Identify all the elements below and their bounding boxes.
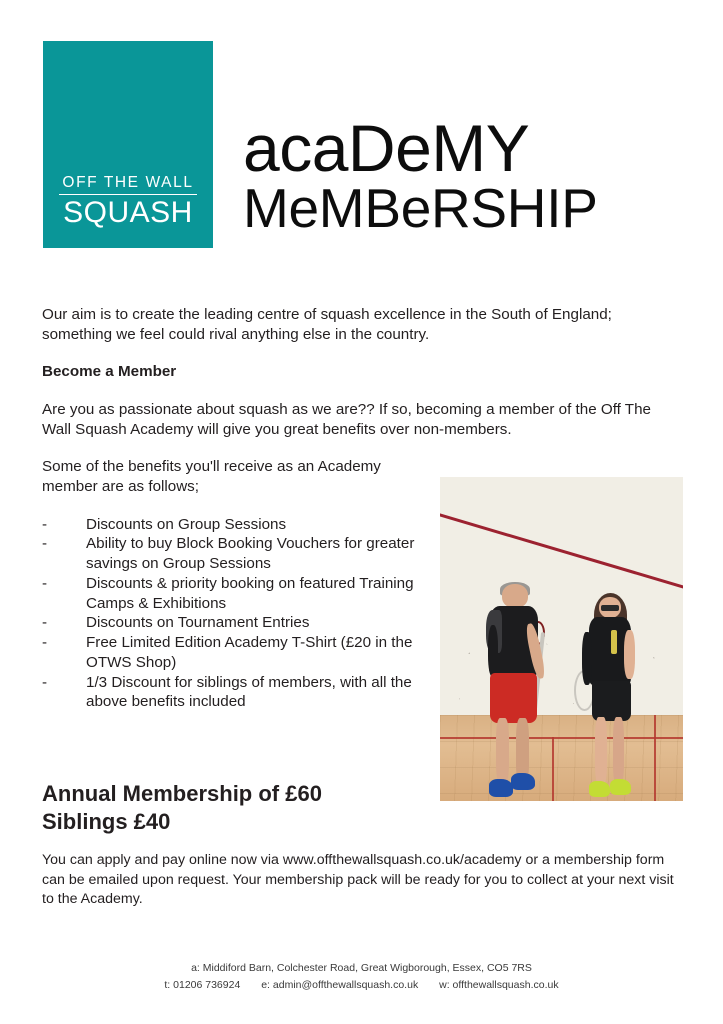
junior-player-figure bbox=[576, 597, 656, 801]
logo-divider-rule bbox=[59, 194, 197, 196]
brand-logo bbox=[43, 41, 213, 248]
footer-address: a: Middiford Barn, Colchester Road, Great Wigborough, Essex, CO5 7RS bbox=[191, 962, 532, 974]
benefit-text: Discounts on Group Sessions bbox=[86, 515, 287, 533]
player-right-leg bbox=[613, 717, 624, 784]
player-ball-tube bbox=[611, 630, 617, 654]
footer-contact-row bbox=[0, 977, 723, 994]
become-a-member-heading: Become a Member bbox=[42, 363, 177, 381]
benefits-list bbox=[42, 515, 442, 713]
logo-line-off-the-wall: OFF THE WALL bbox=[62, 173, 194, 191]
bullet-dash: - bbox=[42, 574, 48, 592]
bullet-dash: - bbox=[42, 634, 48, 652]
coach-left-shoe bbox=[489, 779, 513, 796]
list-item bbox=[42, 673, 442, 713]
page-footer bbox=[0, 960, 723, 994]
benefit-text: Free Limited Edition Academy T-Shirt (£20 in the OTWS Shop) bbox=[86, 634, 413, 671]
player-shorts bbox=[592, 681, 630, 722]
list-item bbox=[42, 613, 442, 633]
benefit-text: 1/3 Discount for siblings of members, with all the above benefits included bbox=[86, 673, 412, 711]
benefits-intro-paragraph: Some of the benefits you'll receive as an Academy member are as follows; bbox=[42, 458, 381, 496]
footer-email: e: admin@offthewallsquash.co.uk bbox=[261, 979, 419, 991]
list-item bbox=[42, 633, 442, 673]
bullet-dash: - bbox=[42, 515, 48, 533]
list-item bbox=[42, 515, 442, 535]
bullet-dash: - bbox=[42, 535, 48, 553]
logo-text-group bbox=[43, 174, 213, 230]
title-membership: MeMBeRSHIP bbox=[243, 176, 598, 239]
player-right-shoe bbox=[610, 779, 631, 795]
coach-left-leg bbox=[496, 718, 509, 783]
bullet-dash: - bbox=[42, 614, 48, 632]
page-title bbox=[243, 111, 598, 239]
bullet-dash: - bbox=[42, 673, 48, 691]
coach-figure bbox=[479, 584, 566, 801]
logo-line-squash: SQUASH bbox=[63, 196, 193, 230]
list-item bbox=[42, 534, 442, 574]
player-left-leg bbox=[595, 717, 606, 784]
list-item bbox=[42, 574, 442, 614]
pricing-block bbox=[42, 780, 322, 836]
benefit-text: Ability to buy Block Booking Vouchers for greater savings on Group Sessions bbox=[86, 535, 415, 573]
page-header bbox=[0, 0, 723, 270]
title-academy: acaDeMY bbox=[243, 111, 530, 185]
siblings-price: Siblings £40 bbox=[42, 809, 171, 835]
player-right-arm bbox=[624, 630, 634, 679]
coach-shorts bbox=[490, 673, 537, 723]
closing-paragraph: You can apply and pay online now via www.offthewallsquash.co.uk/academy or a membership form can be emailed upon request. Your membership pack will be ready for you to collect at your next visit to the Academy. bbox=[42, 852, 674, 908]
benefit-text: Discounts & priority booking on featured Training Camps & Exhibitions bbox=[86, 574, 414, 612]
coach-right-shoe bbox=[511, 773, 535, 790]
player-left-arm bbox=[582, 632, 592, 685]
intro-paragraph: Our aim is to create the leading centre of squash excellence in the South of England; something we feel could rival anything else in the country. bbox=[42, 306, 612, 344]
coach-left-arm bbox=[488, 625, 498, 677]
benefit-text: Discounts on Tournament Entries bbox=[86, 614, 310, 632]
passion-paragraph: Are you as passionate about squash as we are?? If so, becoming a member of the Off The Wall Squash Academy will give you great benefits over non-members. bbox=[42, 400, 651, 438]
annual-membership-price: Annual Membership of £60 bbox=[42, 781, 322, 806]
squash-court-photo bbox=[440, 477, 683, 801]
footer-website: w: offthewallsquash.co.uk bbox=[439, 979, 559, 991]
player-left-shoe bbox=[589, 781, 610, 797]
coach-head bbox=[502, 584, 528, 608]
footer-telephone: t: 01206 736924 bbox=[164, 979, 241, 991]
player-glasses bbox=[601, 605, 619, 611]
